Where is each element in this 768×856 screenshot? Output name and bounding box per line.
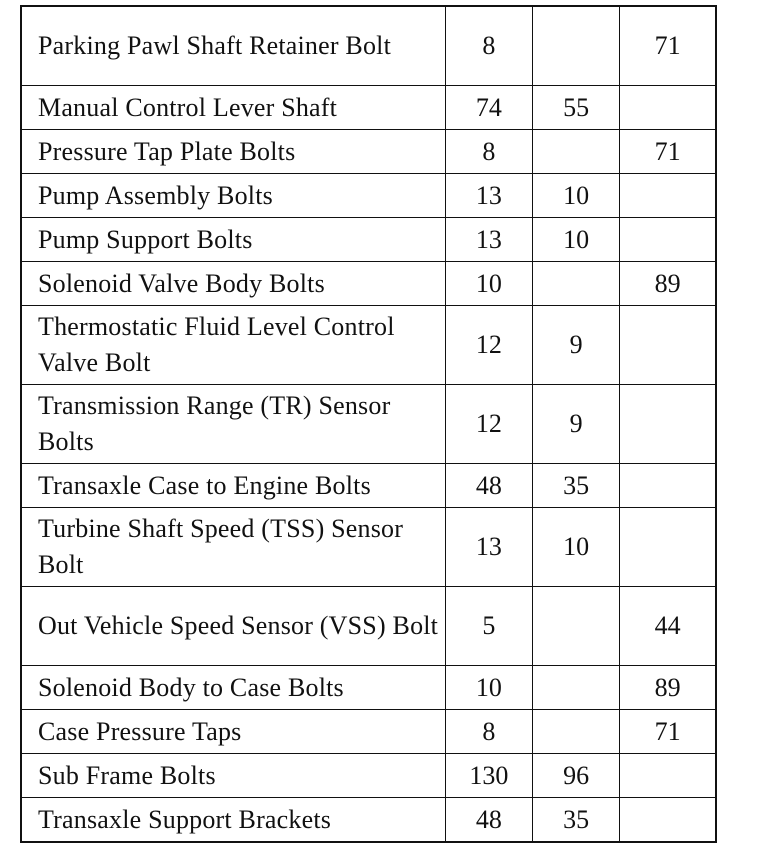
fastener-description: Manual Control Lever Shaft [21,86,445,130]
torque-value-ftlb: 55 [532,86,619,130]
fastener-description: Transmission Range (TR) Sensor Bolts [21,385,445,464]
torque-value-inlb: 89 [620,262,716,306]
fastener-description: Transaxle Case to Engine Bolts [21,464,445,508]
table-row [21,385,716,464]
fastener-description: Out Vehicle Speed Sensor (VSS) Bolt [21,587,445,666]
torque-value-nm: 130 [445,754,532,798]
fastener-description: Turbine Shaft Speed (TSS) Sensor Bolt [21,508,445,587]
torque-value-ftlb: 10 [532,508,619,587]
fastener-description: Thermostatic Fluid Level Control Valve Bolt [21,306,445,385]
fastener-description: Solenoid Body to Case Bolts [21,666,445,710]
torque-value-nm: 48 [445,464,532,508]
torque-value-inlb: 71 [620,130,716,174]
torque-value-ftlb [532,262,619,306]
table-row [21,86,716,130]
torque-value-nm: 12 [445,385,532,464]
fastener-description: Case Pressure Taps [21,710,445,754]
torque-value-nm: 8 [445,130,532,174]
torque-value-inlb: 71 [620,710,716,754]
torque-value-inlb [620,174,716,218]
torque-value-nm: 12 [445,306,532,385]
table-row [21,666,716,710]
table-row [21,464,716,508]
table-row [21,587,716,666]
torque-value-inlb [620,798,716,843]
torque-value-inlb [620,385,716,464]
torque-value-nm: 10 [445,262,532,306]
table-row [21,130,716,174]
fastener-description: Sub Frame Bolts [21,754,445,798]
table-row [21,710,716,754]
torque-value-inlb: 71 [620,6,716,86]
torque-value-ftlb: 35 [532,464,619,508]
torque-spec-table-body [21,6,716,842]
torque-value-inlb: 44 [620,587,716,666]
table-row [21,306,716,385]
table-row [21,754,716,798]
torque-value-inlb [620,508,716,587]
table-row [21,508,716,587]
torque-value-ftlb: 96 [532,754,619,798]
fastener-description: Solenoid Valve Body Bolts [21,262,445,306]
fastener-description: Parking Pawl Shaft Retainer Bolt [21,6,445,86]
table-row [21,218,716,262]
table-row [21,798,716,843]
fastener-description: Pressure Tap Plate Bolts [21,130,445,174]
torque-value-nm: 13 [445,174,532,218]
torque-value-nm: 10 [445,666,532,710]
torque-spec-table [20,5,717,843]
table-row [21,6,716,86]
torque-value-ftlb: 10 [532,174,619,218]
torque-value-ftlb: 35 [532,798,619,843]
torque-value-inlb: 89 [620,666,716,710]
fastener-description: Transaxle Support Brackets [21,798,445,843]
torque-value-nm: 8 [445,6,532,86]
torque-value-inlb [620,86,716,130]
torque-value-inlb [620,306,716,385]
fastener-description: Pump Support Bolts [21,218,445,262]
torque-value-ftlb: 10 [532,218,619,262]
torque-value-ftlb [532,6,619,86]
torque-value-inlb [620,754,716,798]
table-row [21,174,716,218]
torque-value-ftlb: 9 [532,385,619,464]
fastener-description: Pump Assembly Bolts [21,174,445,218]
torque-value-nm: 13 [445,508,532,587]
torque-value-nm: 74 [445,86,532,130]
torque-value-ftlb [532,587,619,666]
torque-value-ftlb [532,710,619,754]
torque-value-nm: 8 [445,710,532,754]
torque-value-inlb [620,464,716,508]
torque-value-ftlb [532,666,619,710]
torque-value-nm: 13 [445,218,532,262]
torque-value-inlb [620,218,716,262]
torque-value-ftlb: 9 [532,306,619,385]
table-row [21,262,716,306]
torque-value-nm: 48 [445,798,532,843]
torque-value-ftlb [532,130,619,174]
torque-value-nm: 5 [445,587,532,666]
